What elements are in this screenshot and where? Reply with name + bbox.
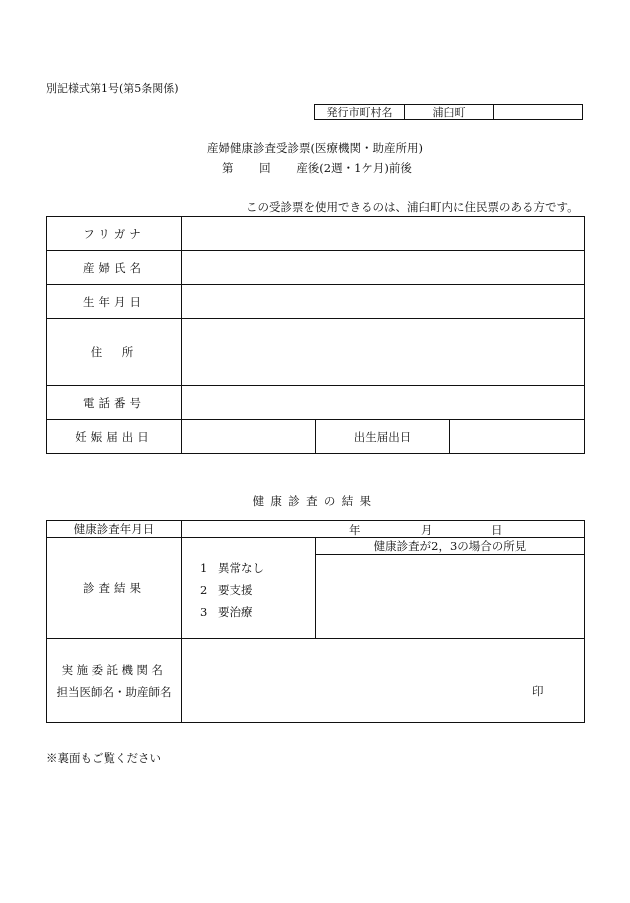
- phone-field[interactable]: [182, 386, 585, 420]
- visit-prefix: 第: [222, 161, 234, 175]
- results-section-title: 健康診査の結果: [252, 494, 378, 508]
- findings-cell[interactable]: [316, 538, 585, 639]
- issuer-extra-cell[interactable]: [494, 105, 582, 119]
- furigana-label: フリガナ: [47, 217, 182, 251]
- mother-name-label: 産婦氏名: [47, 251, 182, 285]
- issuer-value: 浦臼町: [405, 105, 494, 119]
- furigana-field[interactable]: [182, 217, 585, 251]
- results-table: [46, 520, 585, 723]
- result-option[interactable]: 3 要治療: [200, 605, 253, 619]
- findings-header: 健康診査が2，3の場合の所見: [316, 538, 584, 555]
- institution-label: 実施委託機関名: [61, 662, 167, 677]
- postpartum-period: 産後(2週・1ケ月)前後: [296, 161, 412, 175]
- result-option[interactable]: 1 異常なし: [200, 561, 264, 575]
- exam-date-label: 健康診査年月日: [47, 521, 182, 538]
- issuer-box: [314, 104, 583, 120]
- issuer-label: 発行市町村名: [315, 105, 405, 119]
- footnote: ※裏面もご覧ください: [46, 751, 161, 765]
- result-option[interactable]: 2 要支援: [200, 583, 253, 597]
- form-number-label: 別記様式第1号(第5条関係): [46, 82, 179, 95]
- personal-info-table: [46, 216, 585, 454]
- eligibility-notice: この受診票を使用できるのは、浦臼町内に住民票のある方です。: [246, 200, 579, 214]
- phone-label: 電話番号: [47, 386, 182, 420]
- form-subtitle: [222, 160, 412, 176]
- pregnancy-report-label: 妊娠届出日: [47, 420, 182, 454]
- birthdate-field[interactable]: [182, 285, 585, 319]
- seal-mark: 印: [532, 684, 544, 698]
- mother-name-field[interactable]: [182, 251, 585, 285]
- result-label: 診査結果: [47, 538, 182, 639]
- date-day-label: 日: [491, 523, 503, 537]
- doctor-label: 担当医師名・助産師名: [56, 684, 172, 699]
- visit-count: 回: [259, 161, 271, 175]
- exam-date-field[interactable]: [182, 521, 585, 538]
- date-month-label: 月: [421, 523, 433, 537]
- pregnancy-report-field[interactable]: [182, 420, 316, 454]
- date-year-label: 年: [349, 523, 361, 537]
- institution-doctor-field[interactable]: [182, 639, 585, 723]
- birth-report-label: 出生届出日: [316, 420, 450, 454]
- form-title: 産婦健康診査受診票(医療機関・助産所用): [207, 141, 423, 155]
- birthdate-label: 生年月日: [47, 285, 182, 319]
- address-field[interactable]: [182, 319, 585, 386]
- birth-report-field[interactable]: [450, 420, 585, 454]
- institution-doctor-label: [47, 639, 182, 723]
- address-label: 住 所: [47, 319, 182, 386]
- result-options[interactable]: [182, 538, 316, 639]
